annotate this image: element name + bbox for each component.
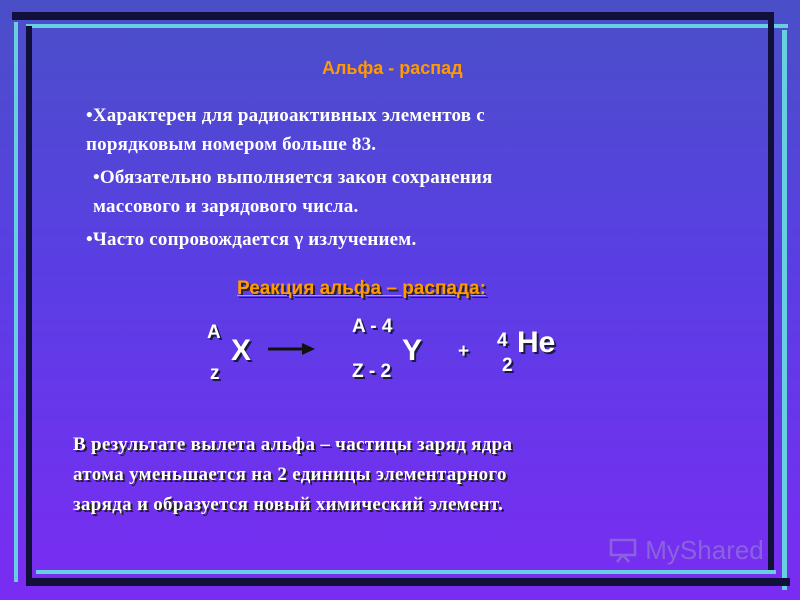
slide-title: Альфа - распад (322, 58, 463, 78)
frame-bottom-teal (36, 570, 776, 574)
frame-right-dark (768, 14, 774, 574)
bullet-2-line-1: •Обязательно выполняется закон сохранения (93, 167, 493, 188)
bullet-1-line-2: порядковым номером больше 83. (86, 134, 377, 155)
bullet-2-line-2: массового и зарядового числа. (93, 196, 359, 217)
frame-left-dark (26, 26, 32, 586)
parent-charge-number: z (210, 363, 220, 384)
presentation-board-icon (608, 537, 638, 563)
helium-mass-number: 4 (497, 330, 508, 351)
result-line-2: атома уменьшается на 2 единицы элементарного (73, 464, 507, 485)
result-line-3: заряда и образуется новый химический элемент. (73, 494, 504, 515)
result-line-1: В результате вылета альфа – частицы заряд ядра (73, 434, 513, 455)
frame-right-teal (782, 30, 787, 590)
daughter-symbol: Y (402, 334, 423, 367)
helium-charge-number: 2 (502, 355, 513, 376)
reaction-title: Реакция альфа – распада: (237, 278, 486, 299)
daughter-charge-number: Z - 2 (352, 361, 392, 382)
frame-top-dark (12, 12, 774, 20)
watermark-logo (608, 535, 764, 566)
frame-bottom-dark (30, 578, 790, 586)
helium-symbol: He (517, 326, 556, 359)
parent-mass-number: A (207, 322, 221, 343)
bullet-1-line-1: •Характерен для радиоактивных элементов с (86, 105, 485, 126)
reaction-arrow-icon (266, 342, 316, 356)
bullet-3: •Часто сопровождается γ излучением. (86, 229, 417, 250)
result-paragraph (73, 430, 713, 520)
frame-left-teal (14, 22, 18, 582)
frame-top-teal (26, 24, 788, 28)
plus-sign: + (458, 341, 470, 362)
parent-symbol: X (231, 334, 252, 367)
daughter-mass-number: A - 4 (352, 316, 393, 337)
watermark-text: MyShared (645, 535, 764, 565)
